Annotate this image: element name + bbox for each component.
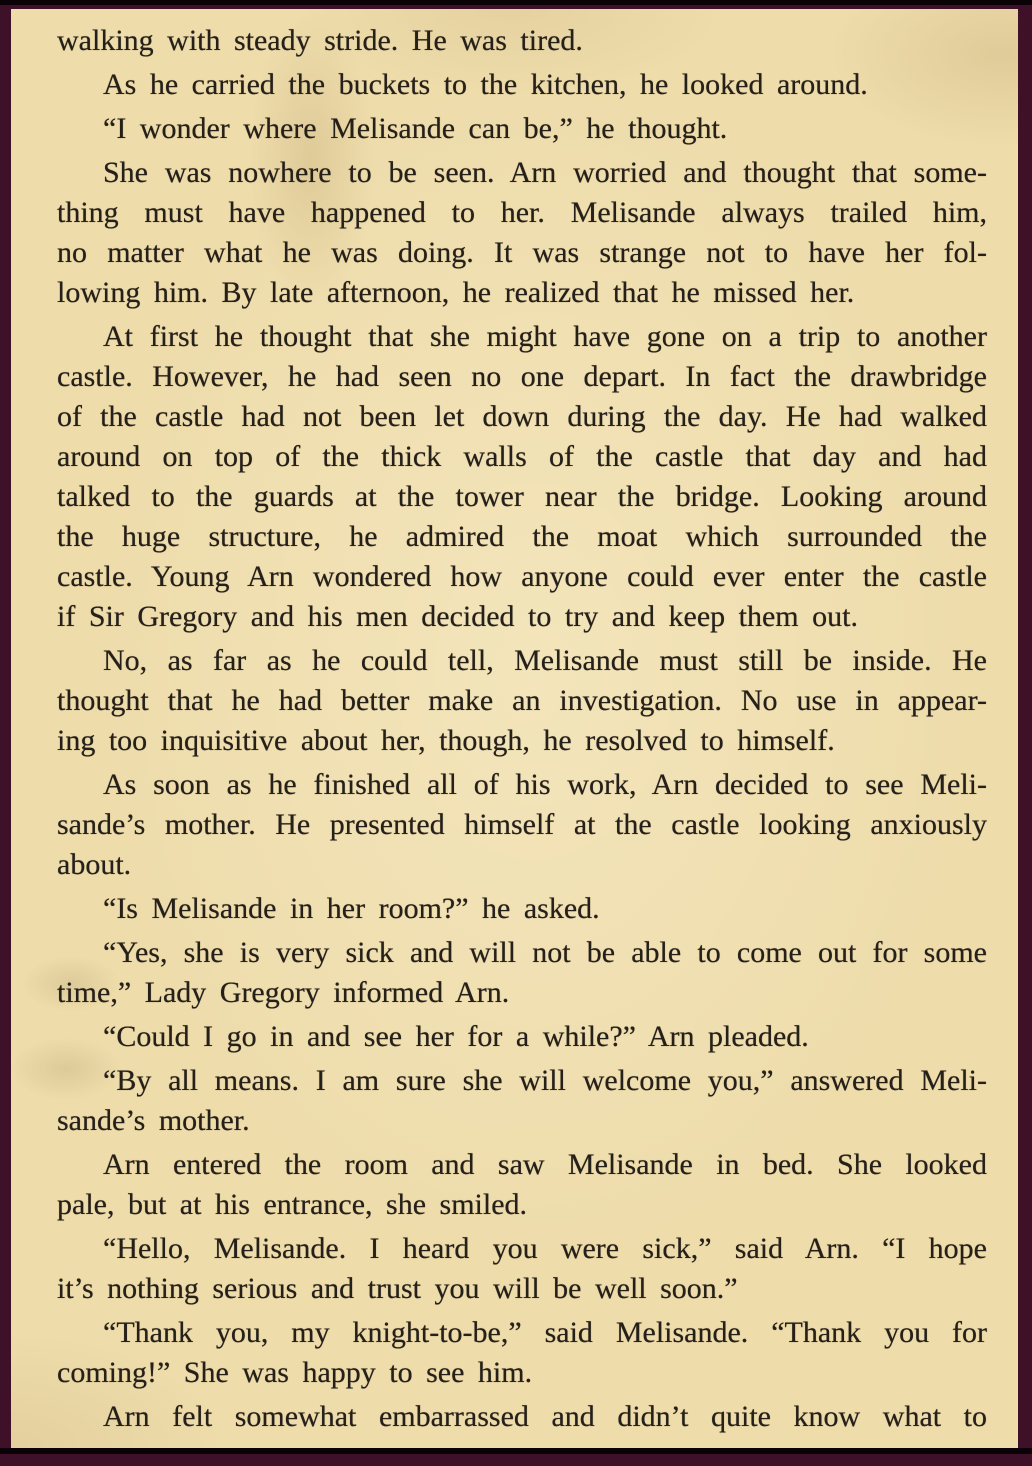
text-line: if Sir Gregory and his men decided to try and keep them out. (57, 600, 858, 633)
bottom-edge-black-strip (0, 1448, 1032, 1454)
text-line: talked to the guards at the tower near the bridge. Looking around (57, 480, 987, 513)
text-line: Arn felt somewhat embarrassed and didn’t quite know what to (103, 1400, 987, 1433)
text-line: around on top of the thick walls of the castle that day and had (57, 440, 987, 473)
text-line: As soon as he finished all of his work, Arn decided to see Meli- (103, 768, 987, 801)
text-line: it’s nothing serious and trust you will be well soon.” (57, 1272, 738, 1305)
text-line: No, as far as he could tell, Melisande must still be inside. He (103, 644, 987, 677)
text-line: She was nowhere to be seen. Arn worried and thought that some- (103, 156, 987, 189)
text-line: lowing him. By late afternoon, he realized that he missed her. (57, 276, 855, 309)
text-line: sande’s mother. He presented himself at the castle looking anxiously (57, 808, 987, 841)
text-line: sande’s mother. (57, 1104, 250, 1137)
text-line: about. (57, 848, 132, 881)
text-line: ing too inquisitive about her, though, he resolved to himself. (57, 724, 835, 757)
text-line: pale, but at his entrance, she smiled. (57, 1188, 528, 1221)
text-line: thing must have happened to her. Melisande always trailed him, (57, 196, 987, 229)
top-edge-black-strip (0, 0, 1032, 5)
text-line: of the castle had not been let down during the day. He had walked (57, 400, 987, 433)
text-line: “I wonder where Melisande can be,” he thought. (103, 112, 728, 145)
text-line: time,” Lady Gregory informed Arn. (57, 976, 510, 1009)
text-line: “Could I go in and see her for a while?” Arn pleaded. (103, 1020, 809, 1053)
text-line: “Hello, Melisande. I heard you were sick,” said Arn. “I hope (103, 1232, 987, 1265)
text-line: Arn entered the room and saw Melisande in bed. She looked (103, 1148, 987, 1181)
text-line: “Yes, she is very sick and will not be able to come out for some (103, 936, 987, 969)
text-line: castle. Young Arn wondered how anyone could ever enter the castle (57, 560, 987, 593)
text-line: the huge structure, he admired the moat which surrounded the (57, 520, 987, 553)
text-line: no matter what he was doing. It was strange not to have her fol- (57, 236, 987, 269)
text-line: “By all means. I am sure she will welcome you,” answered Meli- (103, 1064, 987, 1097)
text-line: walking with steady stride. He was tired. (57, 24, 583, 57)
text-line: thought that he had better make an investigation. No use in appear- (57, 684, 987, 717)
text-line: coming!” She was happy to see him. (57, 1356, 533, 1389)
text-line: “Thank you, my knight-to-be,” said Melisande. “Thank you for (103, 1316, 987, 1349)
text-line: castle. However, he had seen no one depart. In fact the drawbridge (57, 360, 987, 393)
text-line: “Is Melisande in her room?” he asked. (103, 892, 600, 925)
text-line: As he carried the buckets to the kitchen, he looked around. (103, 68, 868, 101)
text-line: At first he thought that she might have gone on a trip to another (103, 320, 987, 353)
book-page (11, 9, 1018, 1448)
